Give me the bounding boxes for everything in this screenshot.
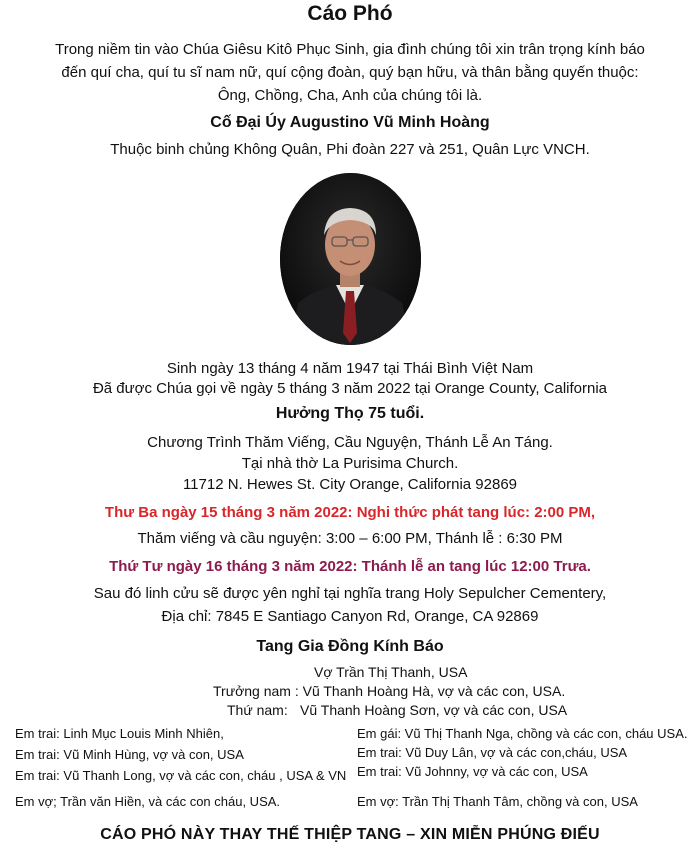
intro-line-3: Ông, Chồng, Cha, Anh của chúng tôi là. <box>217 87 483 104</box>
church-name: Tại nhà thờ La Purisima Church. <box>241 455 459 472</box>
day1-schedule-header: Thư Ba ngày 15 tháng 3 năm 2022: Nghi thức phát tang lúc: 2:00 PM, <box>104 504 596 521</box>
family-left-3: Em trai: Vũ Thanh Long, vợ và các con, cháu , USA & VN <box>15 768 347 783</box>
day1-schedule-detail: Thăm viếng và cầu nguyện: 3:00 – 6:00 PM, Thánh lễ : 6:30 PM <box>137 530 563 547</box>
family-right-2: Em trai: Vũ Duy Lân, vợ và các con,cháu, USA <box>357 745 628 760</box>
intro-line-2: đến quí cha, quí tu sĩ nam nữ, quí cộng đoàn, quý bạn hữu, và thân bằng quyến thuộc: <box>61 64 639 81</box>
church-address: 11712 N. Hewes St. City Orange, California 92869 <box>182 476 518 493</box>
program-title: Chương Trình Thăm Viếng, Cầu Nguyện, Thánh Lễ An Táng. <box>147 434 553 451</box>
family-section-title: Tang Gia Đồng Kính Báo <box>256 638 444 655</box>
family-second-son-label: Thứ nam: <box>227 702 288 718</box>
family-left-1: Em trai: Linh Mục Louis Minh Nhiên, <box>15 726 224 741</box>
age-at-death: Hưởng Thọ 75 tuổi. <box>275 405 425 422</box>
death-info: Đã được Chúa gọi về ngày 5 tháng 3 năm 2022 tại Orange County, California <box>92 380 608 397</box>
family-second-son: Vũ Thanh Hoàng Sơn, vợ và các con, USA <box>300 702 568 718</box>
family-left-2: Em trai: Vũ Minh Hùng, vợ và con, USA <box>15 747 244 762</box>
cemetery-address: Địa chỉ: 7845 E Santiago Canyon Rd, Orange, CA 92869 <box>161 608 539 625</box>
portrait-photo <box>280 173 421 345</box>
family-eldest-son: Trưởng nam : Vũ Thanh Hoàng Hà, vợ và các con, USA. <box>213 683 566 699</box>
day2-schedule-header: Thứ Tư ngày 16 tháng 3 năm 2022: Thánh lễ an tang lúc 12:00 Trưa. <box>109 558 591 575</box>
family-right-4: Em vợ: Trần Thị Thanh Tâm, chồng và con, USA <box>357 794 638 809</box>
birth-info: Sinh ngày 13 tháng 4 năm 1947 tại Thái Bình Việt Nam <box>166 360 534 377</box>
military-service: Thuộc binh chủng Không Quân, Phi đoàn 227 và 251, Quân Lực VNCH. <box>110 141 590 158</box>
deceased-name: Cố Đại Úy Augustino Vũ Minh Hoàng <box>210 114 490 131</box>
family-right-1: Em gái: Vũ Thị Thanh Nga, chồng và các con, cháu USA. <box>357 726 688 741</box>
family-right-3: Em trai: Vũ Johnny, vợ và các con, USA <box>357 764 588 779</box>
family-wife: Vợ Trần Thị Thanh, USA <box>314 664 468 680</box>
family-left-4: Em vợ; Trần văn Hiền, và các con cháu, USA. <box>15 794 281 809</box>
closing-notice: CÁO PHÓ NÀY THAY THẾ THIỆP TANG – XIN MIỄN PHÚNG ĐIẾU <box>100 826 600 843</box>
intro-line-1: Trong niềm tin vào Chúa Giêsu Kitô Phục Sinh, gia đình chúng tôi xin trân trọng kính báo <box>55 41 645 58</box>
burial-info: Sau đó linh cửu sẽ được yên nghỉ tại nghĩa trang Holy Sepulcher Cementery, <box>93 585 607 602</box>
page-title: Cáo Phó <box>307 2 393 25</box>
